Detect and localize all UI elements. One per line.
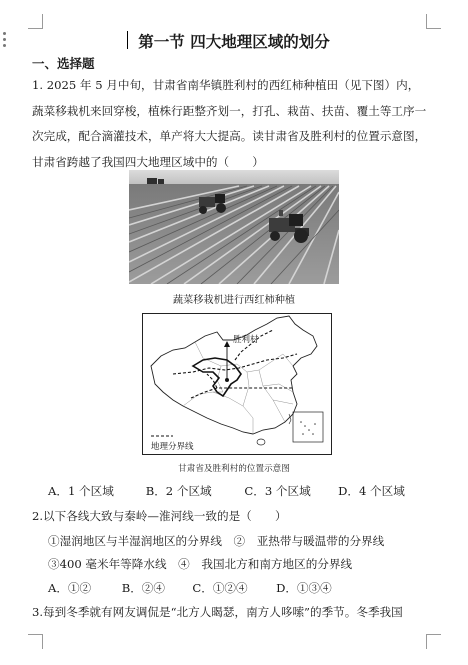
margin-corner-top-right: [426, 14, 441, 29]
question-2-text: 2.以下各线大致与秦岭—淮河线一致的是（ ）: [32, 509, 287, 523]
q1-option-c[interactable]: C．3 个区域: [244, 484, 311, 498]
margin-corner-bottom-left: [28, 634, 43, 649]
gansu-location-map: [142, 313, 332, 455]
margin-corner-top-left: [28, 14, 43, 29]
q2-option-c[interactable]: C．①②④: [192, 581, 248, 595]
q1-option-d[interactable]: D．4 个区域: [338, 484, 405, 498]
section-heading: 一、选择题: [32, 56, 95, 71]
photo-caption: 蔬菜移栽机进行西红柿种植: [172, 295, 296, 306]
text-cursor: [127, 31, 128, 49]
q2-option-d[interactable]: D．①③④: [276, 581, 332, 595]
question-2-options: [48, 580, 332, 596]
question-1-options: [48, 483, 405, 499]
tomato-planting-photo: [129, 170, 339, 284]
village-label: 胜利村: [233, 335, 259, 345]
question-2-items-1: ①湿润地区与半湿润地区的分界线 ② 亚热带与暖温带的分界线: [48, 534, 385, 548]
q2-option-a[interactable]: A．①②: [48, 581, 92, 595]
gansu-province: [193, 358, 241, 396]
q1-option-a[interactable]: A．1 个区域: [48, 484, 114, 498]
map-legend-label: 地理分界线: [151, 442, 194, 452]
map-caption: 甘肃省及胜利村的位置示意图: [178, 464, 290, 474]
q1-option-b[interactable]: B．2 个区域: [145, 484, 212, 498]
margin-corner-bottom-right: [426, 634, 441, 649]
village-marker: [225, 378, 229, 382]
q2-option-b[interactable]: B．②④: [121, 581, 165, 595]
question-2-items-2: ③400 毫米年等降水线 ④ 我国北方和南方地区的分界线: [48, 557, 353, 571]
section-title: 第一节 四大地理区域的划分: [138, 33, 330, 51]
question-3-text: 3.每到冬季就有网友调侃是“北方人暍瑟，南方人哆嗦”的季节。冬季我国: [32, 605, 403, 619]
question-1-text: 1. 2025 年 5 月中旬，甘肃省南华镇胜利村的西红柿种植田（见下图）内，蔬菜移栽机来回穿梭，植株行距整齐划一，打孔、栽苗、扶苗、覆土等工序一次完成，配合滴灌技术，单产将大大提高。读甘肃省及胜利村的位置示意图，甘肃省跨越了我国四大地理区域中的（ ）: [32, 78, 427, 169]
